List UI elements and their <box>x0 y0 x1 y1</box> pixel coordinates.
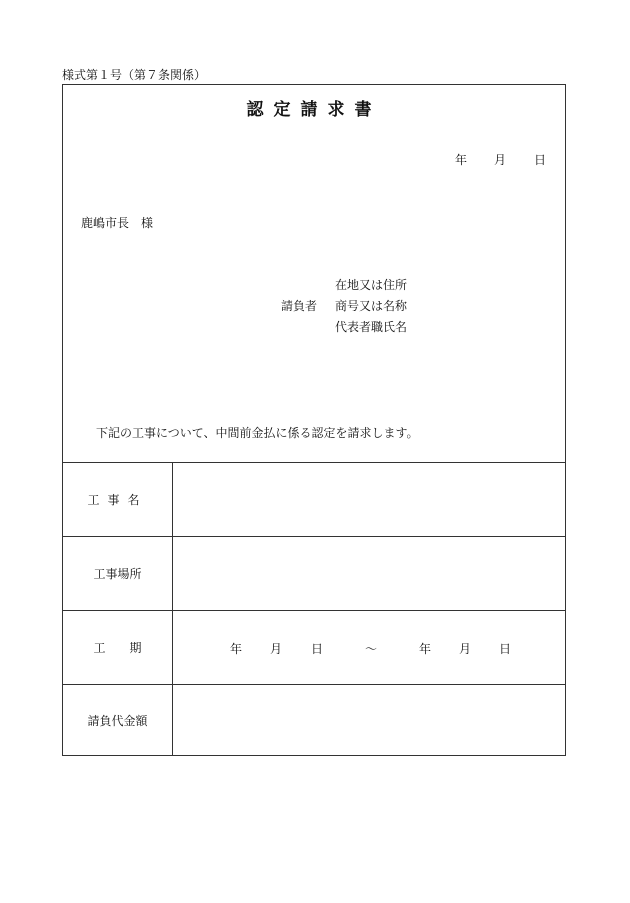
period-end-day: 日 <box>499 642 512 656</box>
applicant-representative-label: 代表者職氏名 <box>335 320 408 334</box>
work-period-label: 工 期 <box>63 611 173 684</box>
addressee: 鹿嶋市長 様 <box>81 216 154 230</box>
applicant-role-label: 請負者 <box>281 299 318 313</box>
contract-amount-label: 請負代金額 <box>63 685 173 756</box>
date-month-label: 月 <box>494 153 507 167</box>
period-end-month: 月 <box>459 642 472 656</box>
period-separator: ～ <box>365 642 378 656</box>
table-row-work-location <box>63 536 565 610</box>
applicant-company-label: 商号又は名称 <box>335 299 408 313</box>
work-name-label: 工事名 <box>63 463 173 536</box>
date-day-label: 日 <box>534 153 547 167</box>
work-location-label: 工事場所 <box>63 537 173 610</box>
applicant-address-label: 在地又は住所 <box>335 278 408 292</box>
table-row-contract-amount <box>63 684 565 756</box>
form-number: 様式第１号（第７条関係） <box>62 68 207 82</box>
table-row-work-period <box>63 610 565 684</box>
work-name-value[interactable] <box>173 463 565 536</box>
date-year-label: 年 <box>455 153 468 167</box>
request-form-frame <box>62 84 566 756</box>
contract-amount-value[interactable] <box>173 685 565 756</box>
period-start-year: 年 <box>230 642 243 656</box>
work-period-value[interactable] <box>173 611 565 684</box>
work-location-value[interactable] <box>173 537 565 610</box>
document-title: 認定請求書 <box>246 100 382 120</box>
table-row-work-name <box>63 462 565 536</box>
request-statement: 下記の工事について、中間前金払に係る認定を請求します。 <box>96 426 419 440</box>
period-start-month: 月 <box>270 642 283 656</box>
period-start-day: 日 <box>311 642 324 656</box>
period-end-year: 年 <box>419 642 432 656</box>
